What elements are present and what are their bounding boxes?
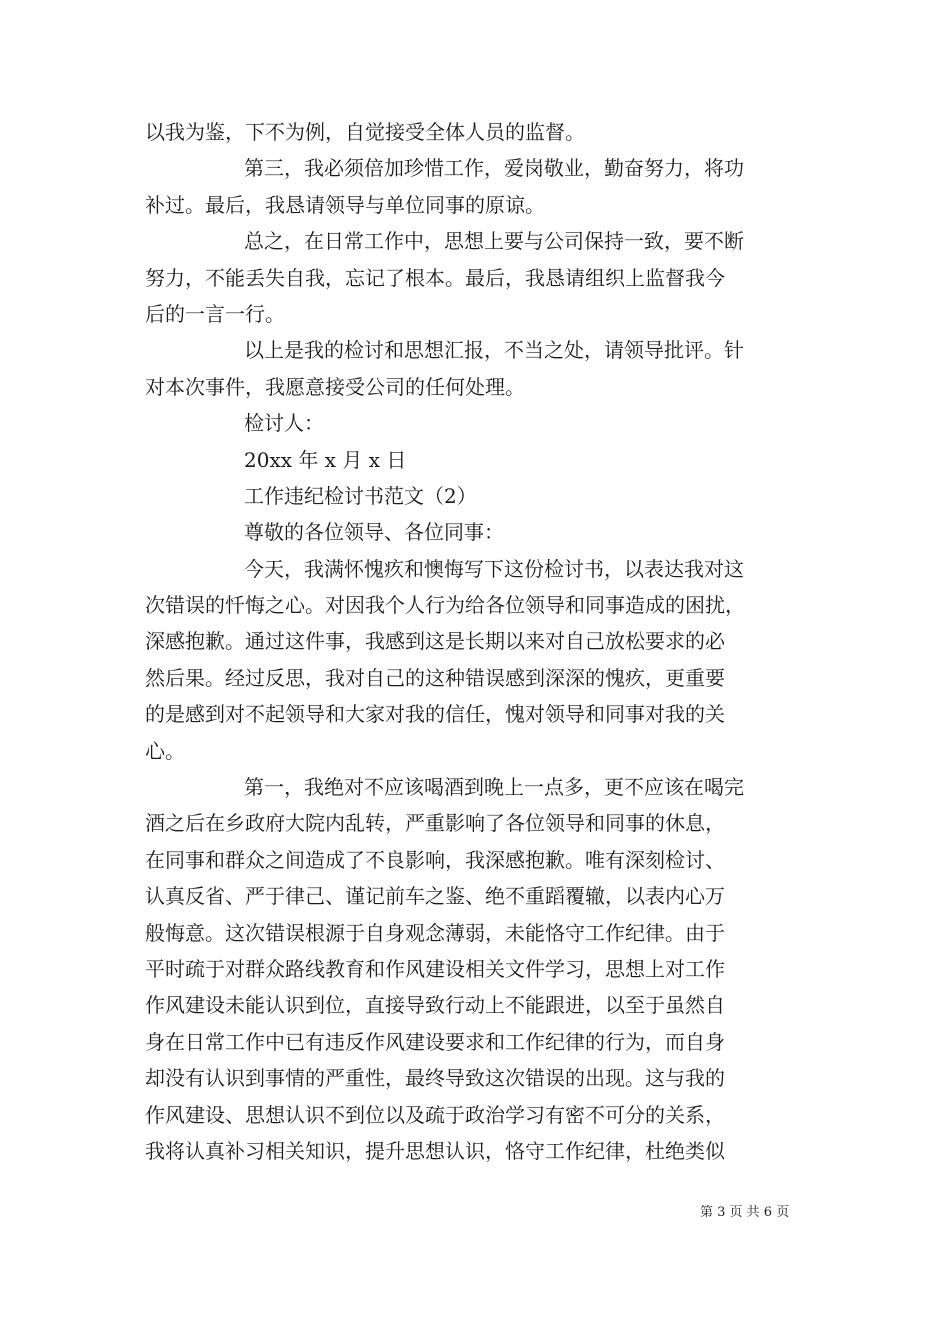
- text-line: 般悔意。这次错误根源于自身观念薄弱，未能恪守工作纪律。由于: [145, 920, 725, 945]
- text-line: 第三，我必须倍加珍惜工作，爱岗敬业，勤奋努力，将功: [244, 156, 744, 181]
- text-line: 总之，在日常工作中，思想上要与公司保持一致，要不断: [244, 229, 744, 254]
- text-line: 身在日常工作中已有违反作风建设要求和工作纪律的行为，而自身: [145, 1029, 725, 1054]
- salutation: 尊敬的各位领导、各位同事：: [244, 520, 504, 545]
- text-line: 第一，我绝对不应该喝酒到晚上一点多，更不应该在喝完: [244, 775, 744, 800]
- text-line: 平时疏于对群众路线教育和作风建设相关文件学习，思想上对工作: [145, 956, 725, 981]
- text-line: 努力，不能丢失自我，忘记了根本。最后，我恳请组织上监督我今: [145, 265, 725, 290]
- signature-label: 检讨人：: [244, 411, 324, 436]
- text-line: 认真反省、严于律己、谨记前车之鉴、绝不重蹈覆辙，以表内心万: [145, 884, 725, 909]
- text-line: 作风建设、思想认识不到位以及疏于政治学习有密不可分的关系，: [145, 1102, 725, 1127]
- document-body: [145, 114, 811, 1169]
- section-title: 工作违纪检讨书范文（2）: [244, 483, 477, 508]
- text-line: 却没有认识到事情的严重性，最终导致这次错误的出现。这与我的: [145, 1066, 725, 1091]
- text-line: 对本次事件，我愿意接受公司的任何处理。: [145, 374, 525, 399]
- text-line: 酒之后在乡政府大院内乱转，严重影响了各位领导和同事的休息，: [145, 811, 725, 836]
- text-line: 作风建设未能认识到位，直接导致行动上不能跟进，以至于虽然自: [145, 993, 725, 1018]
- text-line: 深感抱歉。通过这件事，我感到这是长期以来对自己放松要求的必: [145, 629, 725, 654]
- text-line: 然后果。经过反思，我对自己的这种错误感到深深的愧疚，更重要: [145, 665, 725, 690]
- page-number-footer: 第 3 页 共 6 页: [700, 1205, 790, 1220]
- date-line: 20xx 年 x 月 x 日: [244, 447, 407, 472]
- text-line: 次错误的忏悔之心。对因我个人行为给各位领导和同事造成的困扰，: [145, 593, 745, 618]
- text-line: 后的一言一行。: [145, 301, 285, 326]
- text-line: 今天，我满怀愧疚和懊悔写下这份检讨书，以表达我对这: [244, 556, 744, 581]
- text-line: 心。: [145, 738, 185, 763]
- text-line: 在同事和群众之间造成了不良影响，我深感抱歉。唯有深刻检讨、: [145, 847, 725, 872]
- text-line: 以上是我的检讨和思想汇报，不当之处，请领导批评。针: [244, 338, 744, 363]
- text-line: 的是感到对不起领导和大家对我的信任，愧对领导和同事对我的关: [145, 702, 725, 727]
- text-line: 我将认真补习相关知识，提升思想认识，恪守工作纪律，杜绝类似: [145, 1138, 725, 1163]
- text-line: 补过。最后，我恳请领导与单位同事的原谅。: [145, 192, 545, 217]
- text-line: 以我为鉴，下不为例，自觉接受全体人员的监督。: [145, 120, 585, 144]
